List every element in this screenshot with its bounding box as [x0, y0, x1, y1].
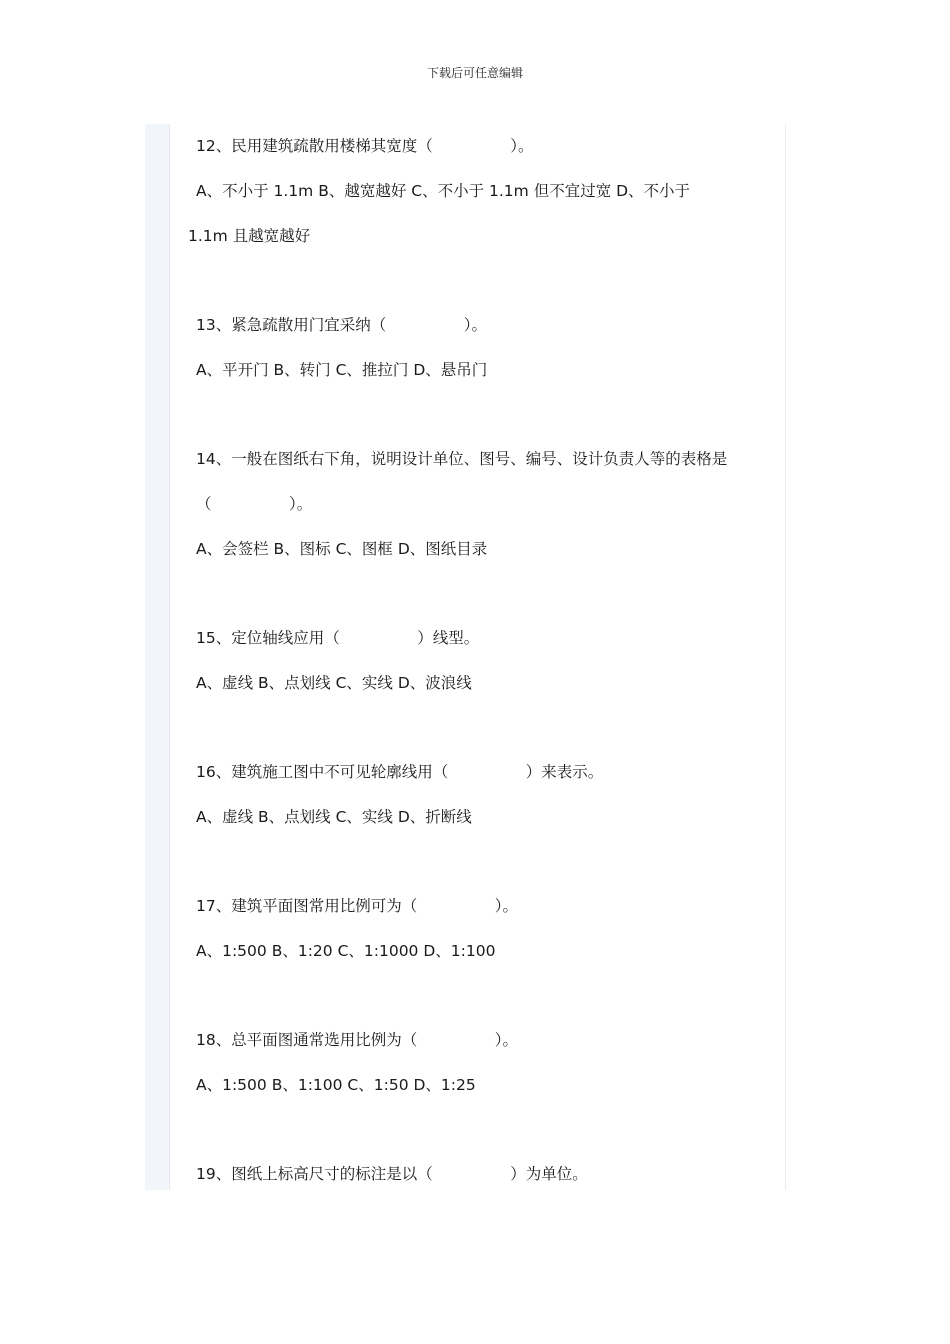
- question-14: [186, 437, 776, 572]
- question-options: A、1:500 B、1:100 C、1:50 D、1:25: [196, 1076, 476, 1094]
- question-options: A、虚线 B、点划线 C、实线 D、折断线: [196, 808, 472, 826]
- question-19: [186, 1152, 776, 1197]
- question-options-continued: 1.1m 且越宽越好: [188, 227, 311, 245]
- question-stem: 17、建筑平面图常用比例可为（ ）。: [196, 897, 518, 915]
- question-options: A、1:500 B、1:20 C、1:1000 D、1:100: [196, 942, 496, 960]
- question-stem-continued: （ ）。: [196, 495, 313, 513]
- question-15: [186, 616, 776, 706]
- right-border-line: [785, 124, 786, 1190]
- question-12: [186, 124, 776, 259]
- question-16: [186, 750, 776, 840]
- question-stem: 18、总平面图通常选用比例为（ ）。: [196, 1031, 518, 1049]
- question-stem: 19、图纸上标高尺寸的标注是以（ ）为单位。: [196, 1165, 588, 1183]
- question-stem: 15、定位轴线应用（ ）线型。: [196, 629, 480, 647]
- question-options: A、不小于 1.1m B、越宽越好 C、不小于 1.1m 但不宜过宽 D、不小于: [196, 182, 691, 200]
- left-margin-bar: [145, 124, 170, 1190]
- question-options: A、平开门 B、转门 C、推拉门 D、悬吊门: [196, 361, 488, 379]
- question-stem: 12、民用建筑疏散用楼梯其宽度（ ）。: [196, 137, 534, 155]
- question-13: [186, 303, 776, 393]
- question-options: A、虚线 B、点划线 C、实线 D、波浪线: [196, 674, 472, 692]
- question-stem: 13、紧急疏散用门宜采纳（ ）。: [196, 316, 487, 334]
- question-18: [186, 1018, 776, 1108]
- question-stem: 16、建筑施工图中不可见轮廓线用（ ）来表示。: [196, 763, 604, 781]
- question-options: A、会签栏 B、图标 C、图框 D、图纸目录: [196, 540, 488, 558]
- question-17: [186, 884, 776, 974]
- page-header: 下载后可任意编辑: [426, 66, 523, 80]
- question-stem: 14、一般在图纸右下角，说明设计单位、图号、编号、设计负责人等的表格是: [196, 450, 728, 468]
- question-list: [186, 124, 776, 1197]
